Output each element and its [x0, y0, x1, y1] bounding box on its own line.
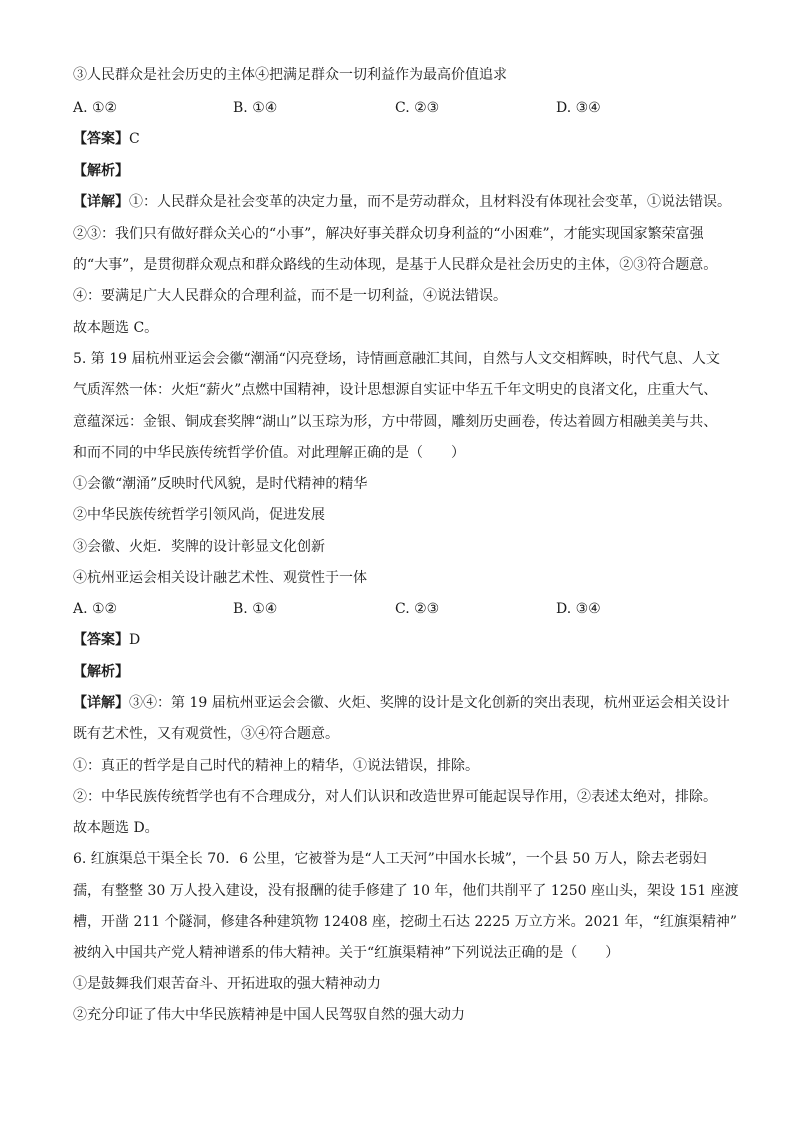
q4-detail-line: ④：要满足广大人民群众的合理利益，而不是一切利益，④说法错误。 [73, 288, 507, 304]
detail-label: 【详解】 [73, 695, 129, 711]
q5-conclusion: 故本题选 D。 [73, 820, 159, 836]
q5-option-c: C. ②③ [395, 601, 440, 617]
q6-stem-line: 被纳入中国共产党人精神谱系的伟大精神。关于“红旗渠精神”下列说法正确的是（ ） [73, 945, 620, 961]
q4-choice-line: ③人民群众是社会历史的主体④把满足群众一切利益作为最高价值追求 [73, 67, 507, 83]
q5-option-b: B. ①④ [233, 601, 278, 617]
q5-answer [73, 630, 734, 650]
q5-detail-line: 既有艺术性，又有观赏性，③④符合题意。 [73, 726, 339, 742]
answer-value: C [129, 131, 140, 147]
answer-label: 【答案】 [73, 131, 129, 147]
q5-detail-line [73, 693, 734, 713]
analysis-label: 【解析】 [73, 664, 129, 680]
q4-option-c: C. ②③ [395, 100, 440, 116]
q6-choice-2: ②充分印证了伟大中华民族精神是中国人民驾驭自然的强大动力 [73, 1007, 465, 1023]
q5-stem-line: 和而不同的中华民族传统哲学价值。对此理解正确的是（ ） [73, 445, 465, 461]
q5-option-a: A. ①② [73, 601, 118, 617]
q6-stem-line: 槽，开凿 211 个隧洞，修建各种建筑物 12408 座，挖砌土石达 2225 万立方米。2021 年，“红旗渠精神” [73, 914, 737, 930]
q6-choice-1: ①是鼓舞我们艰苦奋斗、开拓进取的强大精神动力 [73, 976, 381, 992]
q6-stem-line: 孺，有整整 30 万人投入建设，没有报酬的徒手修建了 10 年，他们共削平了 1250 座山头，架设 151 座渡 [73, 883, 739, 899]
q4-detail-line: 的“大事”，是贯彻群众观点和群众路线的生动体现，是基于人民群众是社会历史的主体，②③符合题意。 [73, 257, 718, 273]
q4-option-b: B. ①④ [233, 100, 278, 116]
q5-stem-line: 5. 第 19 届杭州亚运会会徽“潮涌“闪亮登场，诗情画意融汇其间，自然与人文交相辉映，时代气息、人文 [73, 351, 720, 367]
analysis-label: 【解析】 [73, 163, 129, 179]
q4-detail-line [73, 192, 734, 212]
q4-analysis-heading [73, 161, 734, 181]
q6-stem-line: 6. 红旗渠总干渠全长 70．6 公里，它被誉为是“人工天河”中国水长城”，一个县 50 万人，除去老弱妇 [73, 851, 707, 867]
q5-detail-line: ①：真正的哲学是自己时代的精神上的精华，①说法错误，排除。 [73, 758, 479, 774]
q5-choice-4: ④杭州亚运会相关设计融艺术性、观赏性于一体 [73, 570, 367, 586]
q5-choice-1: ①会徽“潮涌”反映时代风貌，是时代精神的精华 [73, 476, 368, 492]
q4-conclusion: 故本题选 C。 [73, 320, 159, 336]
detail-label: 【详解】 [73, 194, 129, 210]
q5-stem-line: 气质浑然一体：火炬“薪火”点燃中国精神，设计思想源自实证中华五千年文明史的良渚文化，庄重大气、 [73, 382, 718, 398]
detail-text: ①：人民群众是社会变革的决定力量，而不是劳动群众，且材料没有体现社会变革，①说法错误。 [129, 194, 731, 210]
q5-choice-2: ②中华民族传统哲学引领风尚，促进发展 [73, 507, 325, 523]
answer-value: D [129, 632, 141, 648]
q4-option-d: D. ③④ [556, 100, 601, 116]
q5-choice-3: ③会徽、火炬．奖牌的设计彰显文化创新 [73, 539, 325, 555]
q4-option-a: A. ①② [73, 100, 118, 116]
q5-stem-line: 意蕴深远：金银、铜成套奖牌“湖山”以玉琮为形，方中带圆，雕刻历史画卷，传达着圆方相融美美与共、 [73, 414, 718, 430]
answer-label: 【答案】 [73, 632, 129, 648]
q4-detail-line: ②③：我们只有做好群众关心的“小事”，解决好事关群众切身利益的“小困难”，才能实现国家繁荣富强 [73, 226, 704, 242]
q5-option-d: D. ③④ [556, 601, 601, 617]
q5-analysis-heading [73, 662, 734, 682]
detail-text: ③④：第 19 届杭州亚运会会徽、火炬、奖牌的设计是文化创新的突出表现，杭州亚运会相关设计 [129, 695, 730, 711]
q4-answer [73, 129, 734, 149]
q5-detail-line: ②：中华民族传统哲学也有不合理成分，对人们认识和改造世界可能起误导作用，②表述太绝对，排除。 [73, 789, 717, 805]
